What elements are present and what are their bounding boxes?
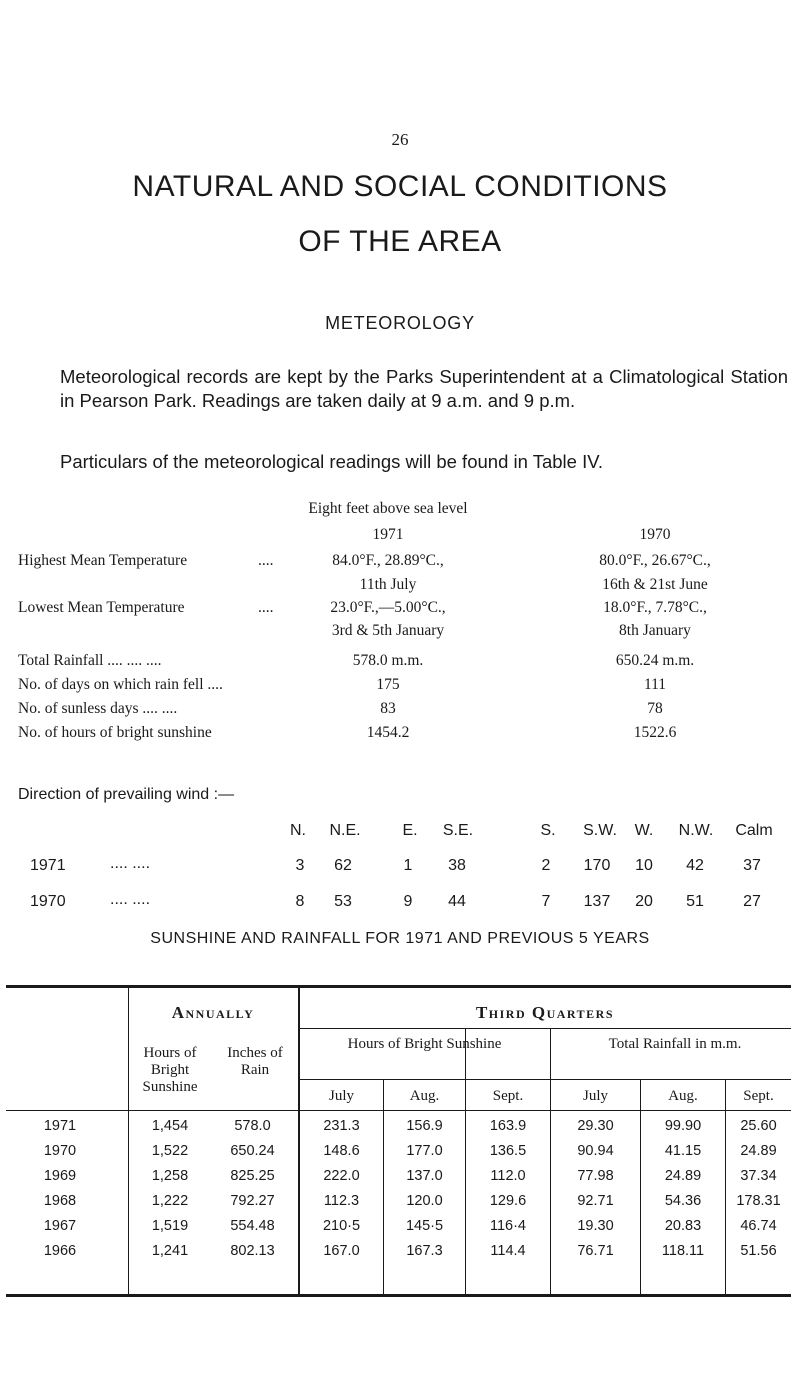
row-value: 178.31 [736,1193,781,1209]
elevation-note: Eight feet above sea level [308,500,468,517]
row-inches: 554.48 [230,1218,275,1234]
wind-value: 8 [295,893,305,910]
wind-dir-nw: N.W. [678,822,714,839]
row-value: 77.98 [577,1168,614,1184]
highest-temp-1971: 84.0°F., 28.89°C., [332,552,444,569]
page-number: 26 [391,130,409,149]
header-month-aug: Aug. [409,1088,440,1104]
row-value: 145·5 [405,1218,444,1234]
row-value: 163.9 [489,1118,527,1134]
row-value: 25.60 [740,1118,777,1134]
table-reference-paragraph: Particulars of the meteorological readings will be found in Table IV. [60,451,603,472]
row-value: 92.71 [577,1193,614,1209]
sunshine-hours-1971: 1454.2 [366,724,410,741]
section-heading: METEOROLOGY [325,313,475,333]
header-month-sept: Sept. [492,1088,524,1104]
row-year: 1971 [43,1118,77,1134]
row-value: 29.30 [577,1118,614,1134]
row-year: 1970 [43,1143,77,1159]
row-value: 177.0 [406,1143,443,1159]
sunless-days-1971: 83 [380,700,396,717]
year-1970-heading: 1970 [639,526,671,543]
row-label-rain-days: No. of days on which rain fell .... [18,676,223,693]
wind-value: 53 [334,893,352,910]
lowest-temp-1970-date: 8th January [619,622,691,639]
wind-value: 170 [583,857,611,874]
row-value: 129.6 [489,1193,527,1209]
wind-value: 2 [541,857,551,874]
table-col-rule [128,988,129,1294]
wind-dir-ne: N.E. [329,822,361,839]
header-inches-of-rain: Inches of Rain [227,1045,283,1078]
row-value: 167.0 [323,1243,360,1259]
table-col-rule [725,1080,726,1294]
total-rainfall-1970: 650.24 m.m. [615,652,695,669]
sunshine-rainfall-title: SUNSHINE AND RAINFALL FOR 1971 AND PREVIOUS 5 YEARS [150,930,650,947]
table-col-rule [383,1080,384,1294]
header-hours-bright-sunshine: Hours of Bright Sunshine [142,1045,198,1095]
row-hours: 1,519 [151,1218,189,1234]
row-value: 148.6 [323,1143,360,1159]
row-value: 24.89 [664,1168,702,1184]
wind-dir-se: S.E. [442,822,474,839]
lowest-temp-1971: 23.0°F.,—5.00°C., [330,599,446,616]
row-value: 24.89 [740,1143,777,1159]
wind-year-1970: 1970 [30,893,66,910]
table-group-rule [298,1028,791,1029]
header-total-rainfall: Total Rainfall in m.m. [608,1036,742,1052]
wind-value: 7 [541,893,551,910]
row-value: 19.30 [577,1218,614,1234]
wind-value: 44 [448,893,466,910]
highest-temp-1970: 80.0°F., 26.67°C., [599,552,711,569]
row-value: 54.36 [664,1193,702,1209]
table-col-rule [640,1080,641,1294]
row-inches: 578.0 [234,1118,271,1134]
row-hours: 1,241 [151,1243,189,1259]
row-value: 112.0 [490,1168,526,1184]
page-title-line-2: OF THE AREA [298,225,502,258]
page-title-line-1: NATURAL AND SOCIAL CONDITIONS [132,170,668,203]
row-label-total-rainfall: Total Rainfall .... .... .... [18,652,162,669]
leader-dots: .... [258,552,274,569]
table-bottom-rule [6,1294,791,1297]
row-inches: 792.27 [230,1193,275,1209]
lowest-temp-1971-date: 3rd & 5th January [331,622,445,639]
row-hours: 1,454 [151,1118,189,1134]
wind-dir-s: S. [540,822,556,839]
leader-dots: .... [258,599,274,616]
wind-value: 1 [403,857,413,874]
wind-dir-sw: S.W. [583,822,617,839]
row-year: 1967 [43,1218,77,1234]
header-month-aug: Aug. [668,1088,698,1104]
header-third-quarters: Third Quarters [475,1003,615,1022]
table-header-rule [6,1110,791,1111]
wind-value: 42 [686,857,704,874]
row-label-highest-mean-temperature: Highest Mean Temperature [18,552,188,569]
highest-temp-1970-date: 16th & 21st June [602,576,708,593]
row-value: 114.4 [490,1243,526,1259]
wind-value: 62 [334,857,352,874]
row-value: 120.0 [406,1193,443,1209]
wind-value: 9 [403,893,413,910]
header-month-july: July [328,1088,354,1104]
row-hours: 1,522 [151,1143,189,1159]
total-rainfall-1971: 578.0 m.m. [352,652,424,669]
wind-value: 38 [448,857,466,874]
row-value: 112.3 [323,1193,360,1209]
row-inches: 802.13 [230,1243,275,1259]
row-hours: 1,258 [151,1168,189,1184]
intro-paragraph: Meteorological records are kept by the Parks Superintendent at a Climatological Station in Pearson Park. Readings are taken daily at 9 a.m. and 9 p.m. [60,366,788,411]
wind-value: 37 [743,857,761,874]
wind-dir-n: N. [290,822,306,839]
header-annually: Annually [171,1003,255,1022]
sunless-days-1970: 78 [647,700,663,717]
lowest-temp-1970: 18.0°F., 7.78°C., [603,599,707,616]
row-value: 210·5 [322,1218,361,1234]
wind-value: 27 [743,893,761,910]
row-value: 46.74 [740,1218,777,1234]
row-value: 90.94 [577,1143,614,1159]
row-value: 20.83 [664,1218,702,1234]
row-year: 1966 [43,1243,77,1259]
row-value: 156.9 [406,1118,443,1134]
wind-value: 10 [635,857,653,874]
leader-dots: .... .... [110,855,151,872]
wind-year-1971: 1971 [30,857,66,874]
table-subgroup-rule [298,1079,791,1080]
wind-value: 20 [635,893,653,910]
row-value: 118.11 [661,1243,705,1259]
wind-heading: Direction of prevailing wind :— [18,786,235,803]
row-value: 136.5 [489,1143,527,1159]
row-value: 37.34 [740,1168,777,1184]
row-value: 99.90 [664,1118,702,1134]
row-value: 222.0 [323,1168,360,1184]
rain-days-1971: 175 [376,676,400,693]
row-hours: 1,222 [151,1193,189,1209]
row-year: 1969 [43,1168,77,1184]
row-label-sunless-days: No. of sunless days .... .... [18,700,178,717]
highest-temp-1971-date: 11th July [359,576,417,593]
row-inches: 825.25 [230,1168,275,1184]
wind-value: 137 [583,893,611,910]
header-quarter-hours-sunshine: Hours of Bright Sunshine [347,1036,502,1052]
row-value: 41.15 [664,1143,702,1159]
row-label-lowest-mean-temperature: Lowest Mean Temperature [18,599,185,616]
wind-dir-e: E. [402,822,418,839]
row-value: 76.71 [577,1243,614,1259]
wind-dir-w: W. [634,822,654,839]
wind-dir-calm: Calm [735,822,773,839]
sunshine-hours-1970: 1522.6 [633,724,677,741]
header-month-july: July [582,1088,608,1104]
row-inches: 650.24 [230,1143,275,1159]
row-value: 51.56 [740,1243,777,1259]
leader-dots: .... .... [110,891,151,908]
row-value: 116·4 [489,1218,526,1234]
wind-value: 3 [295,857,305,874]
rain-days-1970: 111 [643,676,667,693]
row-value: 167.3 [406,1243,443,1259]
table-top-rule [6,985,791,988]
header-month-sept: Sept. [743,1088,774,1104]
row-value: 231.3 [323,1118,360,1134]
row-label-bright-sunshine-hours: No. of hours of bright sunshine [18,724,212,741]
year-1971-heading: 1971 [372,526,404,543]
row-value: 137.0 [406,1168,443,1184]
row-year: 1968 [43,1193,77,1209]
wind-value: 51 [686,893,704,910]
